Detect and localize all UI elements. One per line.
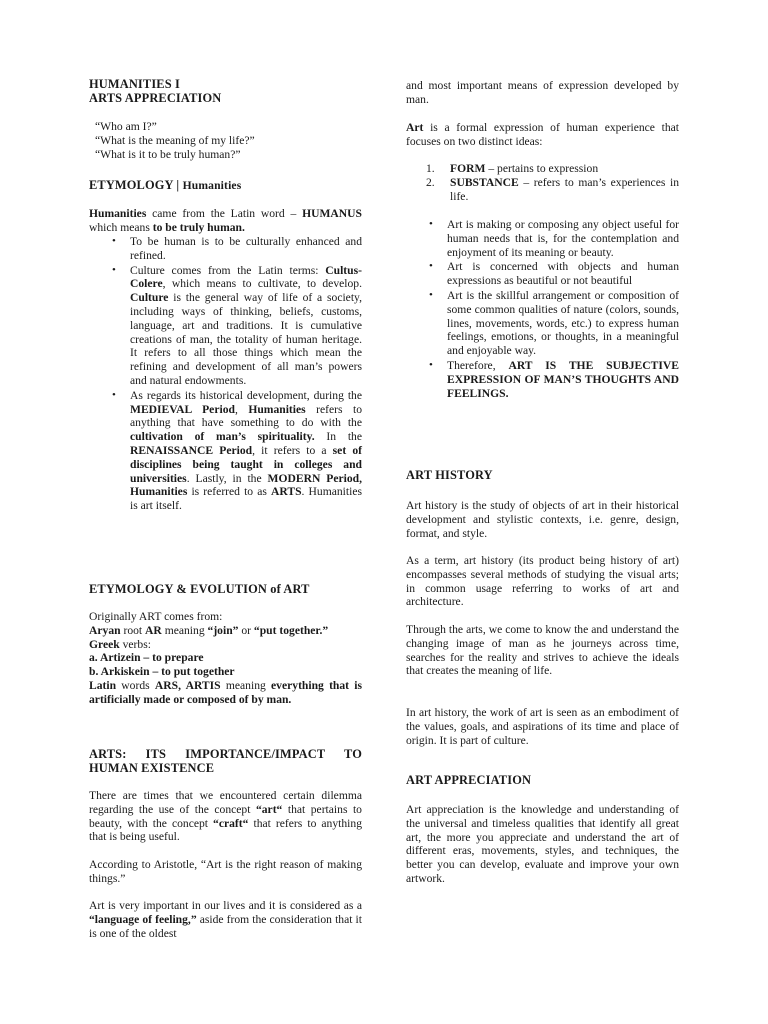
humanities-bullet-list [109, 235, 362, 513]
text: In the [314, 430, 362, 444]
art-appreciation-heading: ART APPRECIATION [406, 773, 532, 787]
list-item: • Art is concerned with objects and human expressions as beautiful or not beautiful [426, 260, 679, 288]
term: SUBSTANCE [450, 175, 519, 189]
term: “join” [207, 623, 239, 637]
term: FORM [450, 162, 486, 175]
list-item: • Art is making or composing any object useful for human needs that is, for the contemplation and enjoyment of its meaning or beauty. [426, 218, 679, 259]
humanities-intro [89, 207, 362, 235]
art-definition [406, 121, 679, 149]
term: AR [145, 623, 162, 637]
continued-paragraph: and most important means of expression developed by man. [406, 79, 679, 106]
text: , it refers to a [252, 443, 333, 457]
text: meaning [220, 678, 272, 692]
list-item [109, 235, 362, 263]
list-item [426, 359, 679, 400]
term: Culture [130, 291, 169, 305]
question: “Who am I?” [95, 120, 157, 133]
question: “What is the meaning of my life?” [95, 133, 255, 147]
art-history-heading: ART HISTORY [406, 468, 493, 482]
course-title: HUMANITIES I [89, 77, 180, 91]
term: “put together.” [253, 623, 329, 637]
art-bullet-list [426, 218, 679, 400]
term: ART IS THE SUBJECTIVE EXPRESSION OF MAN’S THOUGHTS AND FEELINGS. [447, 358, 679, 400]
text: root [120, 623, 146, 637]
history-paragraph: Art history is the study of objects of art in their historical development and stylistic contexts, i.e. genre, design, format, and style. [406, 499, 679, 540]
appreciation-paragraph: Art appreciation is the knowledge and understanding of the universal and timeless qualities that identify all great art, the more you appreciate and understand the art of different eras, movements, styles, and techniques, the better you can develop, evaluate and improve your own artwork. [406, 803, 679, 885]
text: words [116, 678, 155, 692]
term: everything that is artificially made or composed of by man. [89, 678, 363, 706]
term: Aryan [89, 623, 121, 637]
text: It refers to all those things which mean the refining and development of all man’s powers and natural endowments. [130, 346, 362, 387]
text: There are times that we encountered certain dilemma regarding the use of the concept [89, 789, 362, 816]
latin-line [89, 679, 362, 707]
text: . Lastly, in the [186, 471, 268, 485]
term: MEDIEVAL Period [130, 402, 235, 416]
etymology-heading-part: ETYMOLOGY | [89, 178, 183, 192]
greek-line [89, 638, 362, 652]
text: As regards its historical development, during the [130, 388, 362, 402]
text: aside from the consideration that it is one of the oldest [89, 912, 362, 940]
text: refers to anything that have something to do with the [130, 402, 363, 430]
question: “What is it to be truly human?” [95, 147, 241, 161]
term: set of disciplines being taught in colleges and universities [130, 443, 362, 485]
course-subtitle: ARTS APPRECIATION [89, 90, 222, 105]
history-paragraph: Through the arts, we come to know the and understand the changing image of man as he journeys across time, searches for the reality and strives to achieve the ideals that creates the meaning of life. [406, 623, 679, 678]
term: to be truly human. [152, 220, 245, 234]
text: is referred to as [187, 485, 271, 499]
term: “craft“ [213, 816, 249, 830]
text: is a formal expression of human experience that focuses on two distinct ideas: [406, 121, 679, 148]
term: RENAISSANCE Period [130, 443, 253, 457]
list-item [109, 389, 362, 513]
text: came from the Latin word – [146, 207, 303, 220]
text: that refers to anything that is being useful. [89, 816, 362, 844]
text: – pertains to expression [485, 162, 599, 175]
dilemma-paragraph [89, 789, 362, 844]
text: It is cumulative creations of man, the totality of human heritage. [130, 318, 363, 346]
evolution-block [89, 610, 362, 707]
term: ARTS [271, 485, 302, 499]
importance-heading: ARTS: ITS IMPORTANCE/IMPACT TO HUMAN EXISTENCE [89, 747, 362, 775]
text: To be human is to be culturally enhanced and refined. [130, 235, 362, 262]
term: Humanities [89, 207, 147, 220]
text: which means [89, 220, 153, 234]
originally-line: Originally ART comes from: [89, 610, 223, 623]
history-paragraph: In art history, the work of art is seen as an embodiment of the values, goals, and aspirations of its time and place of origin. It is part of culture. [406, 706, 679, 747]
text: – refers to man’s experiences in life. [450, 175, 679, 203]
ideas-list [406, 162, 679, 203]
text: or [238, 623, 254, 637]
aristotle-paragraph: According to Aristotle, “Art is the right reason of making things.” [89, 858, 362, 885]
list-item: • Art is the skillful arrangement or composition of some common qualities of nature (colors, sounds, lines, movements, words, etc.) to express human feelings, emotions, or thoughts, in a meaningful and enjoyable way. [426, 289, 679, 358]
language-paragraph [89, 899, 362, 940]
verb-b [89, 665, 362, 679]
term: Greek [89, 637, 120, 651]
term: ARS, ARTIS [154, 678, 221, 692]
term: “art“ [255, 802, 283, 816]
text: meaning [161, 623, 208, 637]
history-paragraph: As a term, art history (its product being history of art) encompasses several methods of studying the visual arts; in common usage referring to works of art and architecture. [406, 554, 679, 609]
term: Cultus-Colere [130, 263, 362, 291]
term: cultivation of man’s spirituality. [130, 430, 315, 444]
guiding-questions [95, 120, 362, 161]
course-header [89, 78, 362, 106]
text: Culture comes from the Latin terms: [130, 263, 326, 277]
etymology-heading-part: Humanities [182, 179, 242, 192]
evolution-heading: ETYMOLOGY & EVOLUTION of ART [89, 582, 310, 596]
etymology-heading [89, 179, 362, 193]
list-item [406, 162, 679, 176]
list-item [406, 176, 679, 204]
term: MODERN Period, Humanities [130, 471, 362, 499]
term: a. Artizein – to prepare [89, 651, 204, 665]
text: Therefore, [447, 358, 509, 372]
text: is the general way of life of a society, including ways of thinking, beliefs, customs, language, art and traditions. [130, 291, 362, 332]
verb-a [89, 651, 362, 665]
term: “language of feeling,” [89, 912, 197, 926]
text: that pertains to beauty, with the concept [89, 802, 362, 830]
text: verbs: [119, 637, 151, 651]
list-number: 2. [426, 175, 435, 189]
text: , [234, 402, 249, 416]
list-item [109, 264, 362, 388]
text: Art is very important in our lives and it is considered as a [89, 899, 362, 912]
aryan-line [89, 624, 362, 638]
term: b. Arkiskein – to put together [89, 665, 235, 679]
term: Humanities [248, 402, 306, 416]
term: Art [406, 121, 424, 134]
text: . Humanities is art itself. [130, 485, 362, 513]
term: Latin [89, 678, 117, 692]
term: HUMANUS [302, 207, 362, 220]
list-number: 1. [426, 162, 435, 175]
text: , which means to cultivate, to develop. [162, 277, 362, 291]
